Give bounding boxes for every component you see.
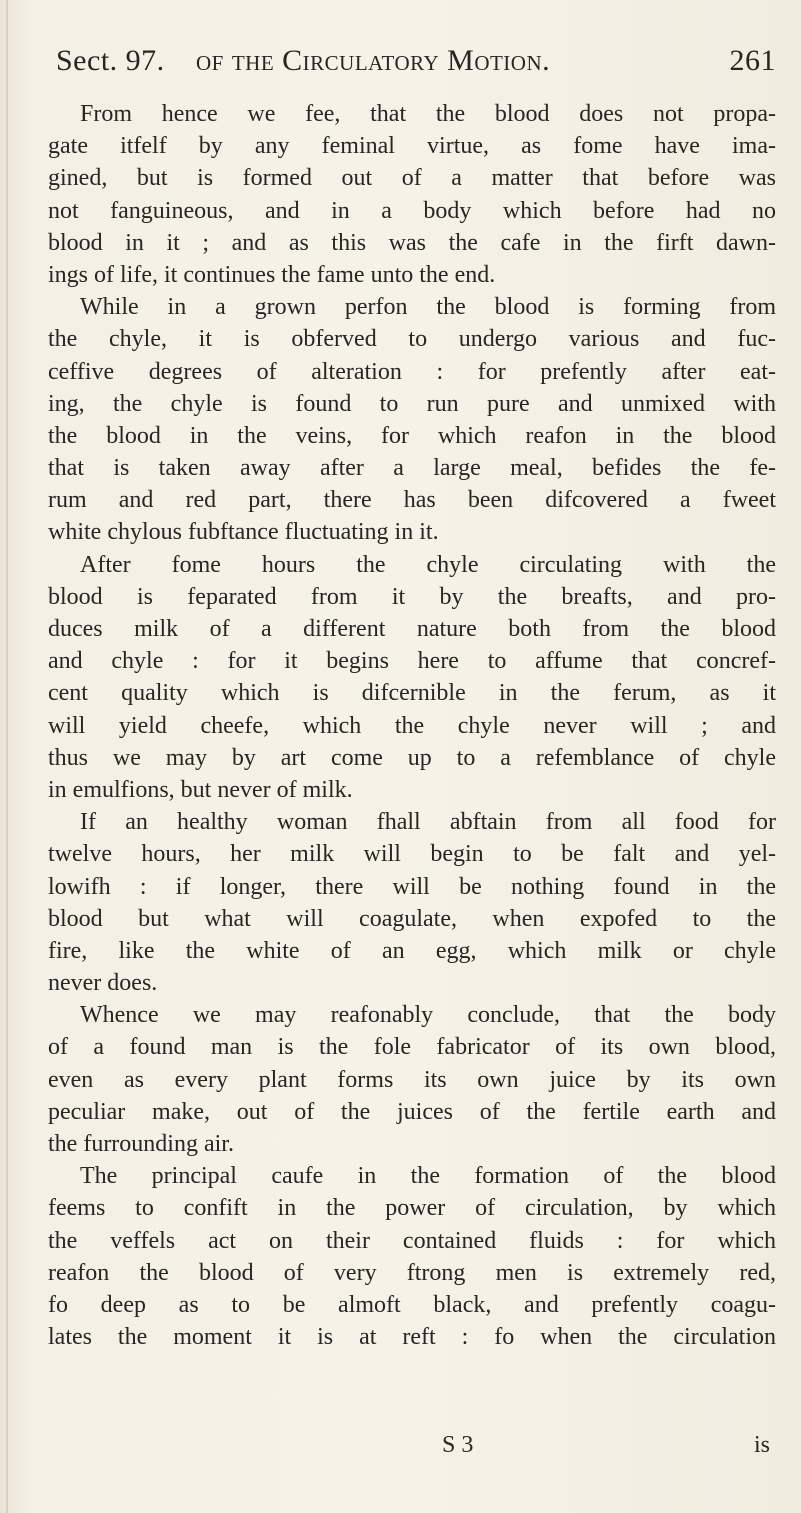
text-line: even as every plant forms its own juice by its own	[48, 1066, 776, 1093]
text-line: of a found man is the fole fabricator of its own blood,	[48, 1034, 776, 1061]
text-line: never does.	[48, 970, 158, 997]
running-title: of the Circulatory Motion.	[196, 44, 551, 77]
section-reference: Sect. 97.	[56, 44, 165, 77]
paragraph	[48, 1160, 776, 1353]
text-line: gate itfelf by any feminal virtue, as fome have ima-	[48, 133, 776, 160]
text-line: thus we may by art come up to a refemblance of chyle	[48, 744, 776, 771]
text-line: blood but what will coagulate, when expofed to the	[48, 905, 776, 932]
text-line: the furrounding air.	[48, 1131, 234, 1157]
catchword: is	[753, 1432, 770, 1458]
text-line: white chylous fubftance fluctuating in it.	[48, 519, 439, 546]
text-line: rum and red part, there has been difcovered a fweet	[48, 487, 776, 514]
text-line: the veffels act on their contained fluids : for which	[48, 1227, 776, 1254]
text-line: fo deep as to be almoft black, and prefently coagu-	[48, 1291, 776, 1318]
text-line: the chyle, it is obferved to undergo various and fuc-	[48, 326, 776, 353]
text-line: in emulfions, but never of milk.	[48, 776, 353, 803]
signature-mark: S 3	[442, 1432, 474, 1458]
text-line: From hence we fee, that the blood does not propa-	[80, 101, 776, 127]
text-line: twelve hours, her milk will begin to be falt and yel-	[48, 841, 776, 868]
running-header	[56, 38, 776, 88]
paragraph	[48, 291, 776, 549]
text-line: ings of life, it continues the fame unto the end.	[48, 261, 496, 288]
paragraph	[48, 999, 776, 1160]
text-line: blood is feparated from it by the breafts, and pro-	[48, 583, 776, 610]
text-line: blood in it ; and as this was the cafe in the firft dawn-	[48, 229, 776, 256]
paragraph	[48, 806, 776, 999]
paragraph	[48, 98, 776, 291]
text-line: ceffive degrees of alteration : for prefently after eat-	[48, 358, 776, 385]
text-line: After fome hours the chyle circulating with the	[80, 551, 776, 578]
text-line: Whence we may reafonably conclude, that the body	[80, 1002, 776, 1029]
text-line: gined, but is formed out of a matter that before was	[48, 165, 776, 192]
paragraph	[48, 549, 776, 807]
text-line: If an healthy woman fhall abftain from all food for	[80, 809, 776, 836]
text-line: fire, like the white of an egg, which milk or chyle	[48, 937, 776, 964]
page-footer	[48, 1432, 776, 1466]
text-line: peculiar make, out of the juices of the fertile earth and	[48, 1098, 776, 1125]
text-line: that is taken away after a large meal, befides the fe-	[48, 455, 776, 482]
body-text	[48, 98, 776, 1353]
text-line: While in a grown perfon the blood is forming from	[80, 294, 776, 321]
text-line: duces milk of a different nature both from the blood	[48, 616, 776, 642]
text-line: ing, the chyle is found to run pure and unmixed with	[48, 390, 776, 417]
text-line: lates the moment it is at reft : fo when the circulation	[48, 1324, 776, 1351]
text-line: the blood in the veins, for which reafon in the blood	[48, 422, 776, 449]
page-number: 261	[729, 44, 776, 77]
text-line: and chyle : for it begins here to affume that concref-	[48, 648, 776, 675]
text-line: The principal caufe in the formation of the blood	[80, 1163, 776, 1190]
text-line: not fanguineous, and in a body which before had no	[48, 197, 776, 224]
text-line: feems to confift in the power of circulation, by which	[48, 1195, 776, 1222]
page-gutter-edge	[6, 0, 8, 1513]
text-line: cent quality which is difcernible in the ferum, as it	[48, 680, 776, 707]
text-line: will yield cheefe, which the chyle never will ; and	[48, 712, 776, 739]
text-line: reafon the blood of very ftrong men is extremely red,	[48, 1259, 776, 1286]
text-line: lowifh : if longer, there will be nothing found in the	[48, 873, 776, 900]
